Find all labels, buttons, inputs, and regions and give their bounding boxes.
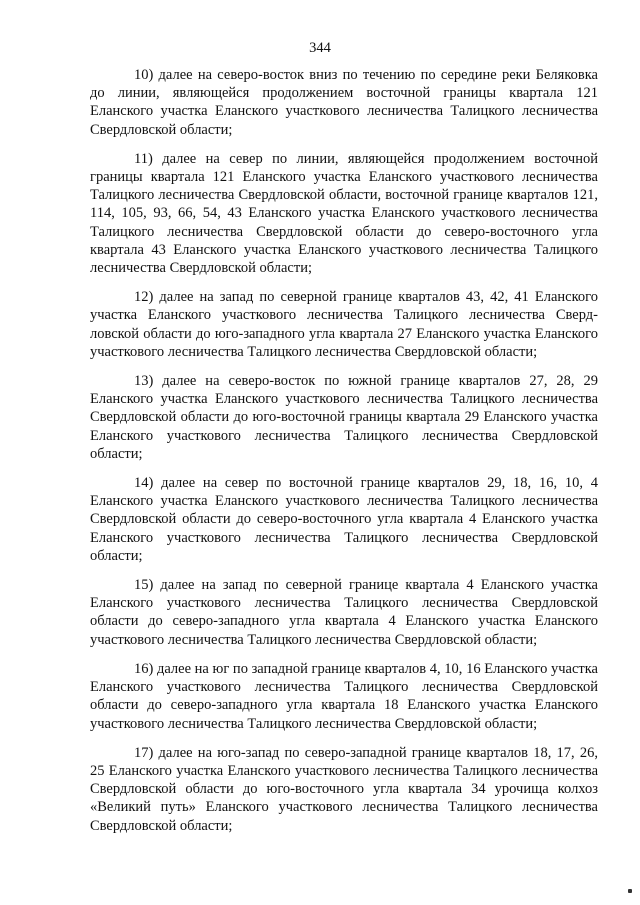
paragraph-14: 14) далее на север по восточной границе кварталов 29, 18, 16, 10, 4 Еланского участка Еланского участкового лесничества Талицкого лесничества Свердловской области до северо-восточного угла квартала 4 Еланского участка Еланского участкового лесничества Талицкого лесничества Свердловской области; [90,475,598,564]
paragraph-16: 16) далее на юг по западной границе кварталов 4, 10, 16 Еланского участка Еланского участкового лесничества Талицкого лесничества Свердловской области до северо-западного угла квартала 18 Еланского участка Еланского участкового лесничества Талицкого лесничества Свердловской области; [90,660,598,732]
scan-speck [628,889,632,893]
paragraph-15: 15) далее на запад по северной границе квартала 4 Еланского участка Еланского участкового лесничества Талицкого лесничества Свердловской области до северо-западного угла квартала 4 Еланского участка Еланского участкового лесничества Талицкого лесничества Свердловской области; [90,577,598,648]
paragraph-11: 11) далее на север по линии, являющейся продолжением восточной границы квартала 121 Еланского участка Еланского участкового лесничества Талицкого лесничества Свердловской области, восточной границе кварталов 121, 114, 105, 93, 66, 54, 43 Еланского участка Еланского участкового лесничества Талицкого лесничества Свердловской области до северо-восточного угла квартала 43 Еланского участка Еланского участкового лесничества Талицкого лесничества Свердловской области; [90,150,598,277]
paragraph-10: 10) далее на северо-восток вниз по течению по середине реки Беляковка до линии, являющейся продолжением восточной границы квартала 121 Еланского участка Еланского участкового лесничества Талицкого лесничества Свердловской области; [90,67,598,138]
paragraph-17: 17) далее на юго-запад по северо-западной границе кварталов 18, 17, 26, 25 Еланского участка Еланского участкового лесничества Талицкого лесничества Свердловской области до юго-восточного угла квартала 34 урочища колхоз «Великий путь» Еланского участкового лесничества Талицкого лесничества Свердловской области; [90,744,598,834]
paragraph-12: 12) далее на запад по северной границе кварталов 43, 42, 41 Еланского участка Еланского участкового лесничества Талицкого лесничества Свердловской области до юго-западного угла квартала 27 Еланского участка Еланского участкового лесничества Талицкого лесничества Свердловской области; [90,289,598,360]
paragraph-13: 13) далее на северо-восток по южной границе кварталов 27, 28, 29 Еланского участка Еланского участкового лесничества Талицкого лесничества Свердловской области до юго-восточной границы квартала 29 Еланского участка Еланского участкового лесничества Талицкого лесничества Свердловской области; [90,373,598,462]
page-number: 344 [309,40,331,56]
document-body [90,66,598,846]
